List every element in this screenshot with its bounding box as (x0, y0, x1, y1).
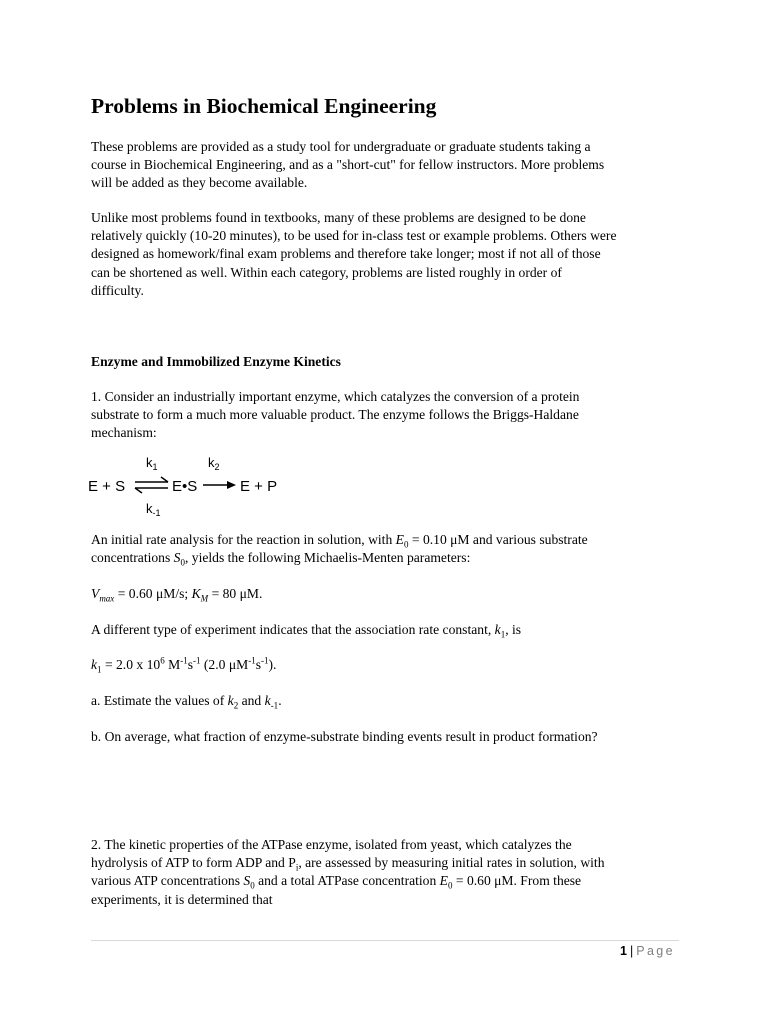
intro-paragraph-2 (91, 209, 691, 300)
reaction-diagram (88, 455, 288, 517)
page-number: 1 (620, 944, 627, 958)
page-title: Problems in Biochemical Engineering (91, 94, 437, 118)
reverse-arrow-head (135, 488, 142, 493)
k-minus1-label: $k_{-1}$ (146, 501, 161, 517)
intro-line: will be added as they become available. (91, 175, 308, 191)
footer-separator: | (629, 944, 634, 958)
page-word: Page (636, 944, 675, 958)
association-constant-text: A different type of experiment indicates that the association rate constant, $k_1$, is (91, 622, 522, 640)
problem1-intro (91, 388, 691, 443)
part-a-question: a. Estimate the values of $k_2$ and $k_{-1}$. (91, 693, 282, 711)
problem2-text: 2. The kinetic properties of the ATPase enzyme, isolated from yeast, which catalyzes the hydrolysis of ATP to form ADP and $P_i$, are assessed by measuring initial rates in solution, with various ATP concentrations $S_0$ and a total ATPase concentration $E_0 = 0.60$ μM. From these experiments, it is determined that (91, 837, 605, 907)
rate-analysis-text: An initial rate analysis for the reaction in solution, with $E_0 = 0.10$ μM and various substrate concentrations $S_0$, yields the following Michaelis-Menten parameters: (91, 532, 588, 568)
problem1-line: substrate to form a much more valuable product. The enzyme follows the Briggs-Haldane (91, 407, 579, 423)
k2-label: $k_2$ (208, 455, 220, 472)
intro2-line: can be shortened as well. Within each category, problems are listed roughly in order of (91, 264, 562, 280)
complex-label: E•S (172, 478, 198, 495)
k1-label: $k_1$ (146, 455, 158, 472)
reactants-label: E + S (88, 478, 126, 495)
k1-value: $k_1 = 2.0$ x $10^6$ $M^{-1}s^{-1}$ (2.0 $\mu M^{-1}s^{-1}$). (91, 655, 277, 675)
intro2-line: difficulty. (91, 282, 144, 298)
forward-arrow-head (161, 477, 168, 482)
intro-line: These problems are provided as a study tool for undergraduate or graduate students taking a (91, 139, 591, 154)
part-b-question: b. On average, what fraction of enzyme-substrate binding events result in product formation? (91, 729, 598, 744)
intro-paragraph (91, 138, 691, 193)
problem1-line: mechanism: (91, 425, 157, 441)
reaction-scheme (88, 455, 288, 517)
michaelis-menten-parameters: $V_{max} = 0.60$ μM/s; $K_M = 80$ μM. (91, 586, 263, 604)
products-label: E + P (240, 478, 278, 495)
footer-divider (91, 940, 679, 941)
intro2-line: designed as homework/final exam problems and therefore take longer; most if not all of those (91, 246, 601, 262)
intro-line: course in Biochemical Engineering, and as a "short-cut" for fellow instructors. More problems (91, 157, 605, 173)
intro2-line: Unlike most problems found in textbooks, many of these problems are designed to be done (91, 210, 586, 225)
section-heading: Enzyme and Immobilized Enzyme Kinetics (91, 354, 341, 369)
intro2-line: relatively quickly (10-20 minutes), to be used for in-class test or example problems. Others were (91, 228, 617, 244)
product-arrow-head (227, 481, 236, 489)
problem1-line: 1. Consider an industrially important enzyme, which catalyzes the conversion of a protein (91, 389, 580, 404)
page-footer (620, 944, 675, 958)
